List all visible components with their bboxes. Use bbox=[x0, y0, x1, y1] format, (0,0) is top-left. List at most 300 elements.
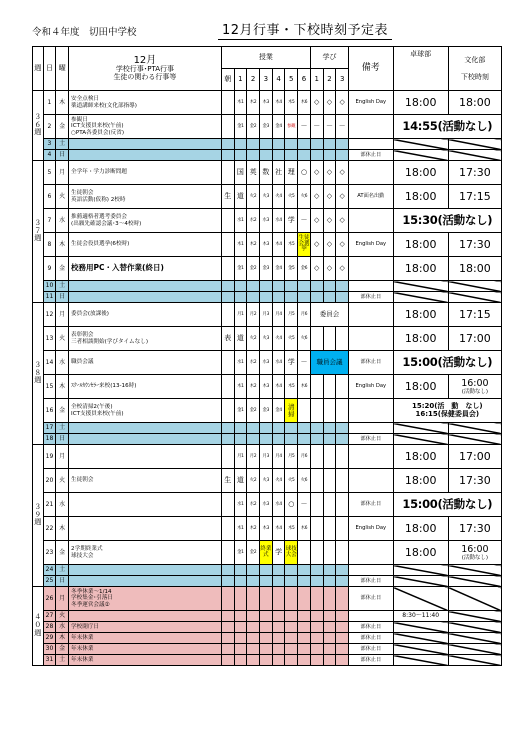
manabi-col-header: 1 bbox=[310, 69, 323, 91]
table-tennis-cell: 18:00 bbox=[393, 91, 448, 115]
empty-cell bbox=[323, 434, 336, 445]
period-cell: 火5 bbox=[285, 185, 298, 209]
period-cell: 水4 bbox=[272, 493, 285, 517]
empty-cell bbox=[310, 150, 323, 161]
event-line: (出願先確認会議･3～4校時) bbox=[71, 220, 142, 227]
table-row bbox=[33, 655, 502, 666]
period-cell: 木1 bbox=[234, 517, 247, 541]
dow-cell: 土 bbox=[56, 139, 69, 150]
empty-cell bbox=[247, 622, 260, 633]
empty-cell bbox=[285, 292, 298, 303]
remarks-cell bbox=[349, 257, 394, 281]
empty-cell bbox=[221, 150, 234, 161]
table-row bbox=[33, 633, 502, 644]
empty-cell bbox=[247, 576, 260, 587]
manabi-cell bbox=[310, 493, 323, 517]
period-cell: 木3 bbox=[259, 233, 272, 257]
table-row bbox=[33, 139, 502, 150]
empty-cell bbox=[272, 622, 285, 633]
table-row bbox=[33, 233, 502, 257]
empty-cell bbox=[298, 150, 311, 161]
remarks-cell bbox=[349, 423, 394, 434]
dow-cell: 金 bbox=[56, 115, 69, 139]
period-cell: 国 bbox=[234, 161, 247, 185]
period-cell: 木2 bbox=[247, 517, 260, 541]
event-cell bbox=[69, 351, 222, 375]
period-cell: 終業式 bbox=[259, 541, 272, 565]
period-cell: 木5 bbox=[285, 91, 298, 115]
empty-cell bbox=[310, 587, 323, 611]
empty-cell bbox=[336, 292, 349, 303]
empty-cell bbox=[221, 576, 234, 587]
remarks-cell: 部休止日 bbox=[349, 150, 394, 161]
manabi-cell: ◇ bbox=[336, 185, 349, 209]
remarks-cell: English Day bbox=[349, 91, 394, 115]
empty-cell bbox=[336, 644, 349, 655]
remarks-cell bbox=[349, 565, 394, 576]
morning-cell bbox=[221, 115, 234, 139]
empty-cell bbox=[234, 565, 247, 576]
day-cell: 21 bbox=[43, 493, 56, 517]
empty-cell bbox=[272, 633, 285, 644]
period-cell: 金4 bbox=[272, 115, 285, 139]
day-cell: 15 bbox=[43, 375, 56, 399]
period-cell: 月4 bbox=[272, 445, 285, 469]
dismissal-combined-cell bbox=[393, 399, 501, 423]
dow-cell: 土 bbox=[56, 423, 69, 434]
empty-cell bbox=[336, 139, 349, 150]
period-cell: 金2 bbox=[247, 115, 260, 139]
manabi-col-header: 3 bbox=[336, 69, 349, 91]
table-row bbox=[33, 150, 502, 161]
period-cell: 月3 bbox=[259, 303, 272, 327]
table-row bbox=[33, 115, 502, 139]
empty-cell bbox=[336, 423, 349, 434]
dow-cell: 水 bbox=[56, 209, 69, 233]
period-cell: 火2 bbox=[247, 185, 260, 209]
day-cell: 26 bbox=[43, 587, 56, 611]
empty-cell bbox=[247, 633, 260, 644]
period-header: 4 bbox=[272, 69, 285, 91]
period-cell: 金3 bbox=[259, 257, 272, 281]
event-cell bbox=[69, 161, 222, 185]
event-cell bbox=[69, 139, 222, 150]
events-label-1: 学校行事･PTA行事 bbox=[115, 65, 175, 74]
table-row bbox=[33, 445, 502, 469]
period-cell: － bbox=[298, 493, 311, 517]
manabi-merged-cell: 職員会議 bbox=[310, 351, 348, 375]
remarks-cell bbox=[349, 611, 394, 622]
manabi-cell: ◇ bbox=[336, 209, 349, 233]
period-cell: 金5 bbox=[285, 257, 298, 281]
period-cell: 火4 bbox=[272, 185, 285, 209]
period-cell: 生徒会選挙 bbox=[298, 233, 311, 257]
remarks-cell: 部休止日 bbox=[349, 292, 394, 303]
day-cell: 23 bbox=[43, 541, 56, 565]
day-cell: 16 bbox=[43, 399, 56, 423]
event-line: 冬季運営会議② bbox=[71, 601, 110, 608]
event-line: 安全点検日 bbox=[71, 96, 100, 103]
period-cell: 金1 bbox=[234, 541, 247, 565]
period-cell: 水4 bbox=[272, 351, 285, 375]
dow-cell: 金 bbox=[56, 257, 69, 281]
empty-cell bbox=[323, 644, 336, 655]
remarks-cell bbox=[349, 445, 394, 469]
dow-cell: 火 bbox=[56, 611, 69, 622]
classes-header: 授業 bbox=[221, 47, 310, 69]
day-cell: 14 bbox=[43, 351, 56, 375]
day-cell: 28 bbox=[43, 622, 56, 633]
period-cell: － bbox=[298, 115, 311, 139]
day-cell: 13 bbox=[43, 327, 56, 351]
event-line: 全学年・学力診断問題 bbox=[71, 169, 127, 176]
table-tennis-cell: 18:00 bbox=[393, 469, 448, 493]
empty-cell bbox=[285, 633, 298, 644]
period-cell: 月1 bbox=[234, 445, 247, 469]
morning-cell bbox=[221, 517, 234, 541]
event-cell bbox=[69, 209, 222, 233]
empty-cell bbox=[221, 611, 234, 622]
remarks-cell: AT面名出勤 bbox=[349, 185, 394, 209]
empty-cell bbox=[310, 281, 323, 292]
manabi-cell: ◇ bbox=[310, 91, 323, 115]
event-cell bbox=[69, 434, 222, 445]
period-cell: 火6 bbox=[298, 469, 311, 493]
empty-cell bbox=[285, 434, 298, 445]
manabi-cell: ◇ bbox=[323, 233, 336, 257]
manabi-cell bbox=[336, 327, 349, 351]
morning-cell bbox=[221, 161, 234, 185]
table-row bbox=[33, 303, 502, 327]
event-cell bbox=[69, 375, 222, 399]
table-row bbox=[33, 434, 502, 445]
manabi-cell bbox=[336, 445, 349, 469]
month-label: 12月 bbox=[133, 55, 157, 67]
dow-cell: 金 bbox=[56, 399, 69, 423]
dismissal-line: 15:20(活 動 なし) bbox=[411, 402, 483, 411]
dow-cell: 火 bbox=[56, 469, 69, 493]
remarks-cell bbox=[349, 541, 394, 565]
manabi-cell: ◇ bbox=[323, 185, 336, 209]
day-cell: 3 bbox=[43, 139, 56, 150]
table-tennis-cell: 18:00 bbox=[393, 327, 448, 351]
table-row bbox=[33, 327, 502, 351]
period-cell: 木4 bbox=[272, 233, 285, 257]
manabi-cell bbox=[310, 375, 323, 399]
dow-cell: 金 bbox=[56, 541, 69, 565]
period-cell: 月1 bbox=[234, 303, 247, 327]
empty-cell bbox=[259, 611, 272, 622]
event-line: 委員会(放課後) bbox=[71, 311, 109, 318]
period-cell: 木1 bbox=[234, 233, 247, 257]
table-row bbox=[33, 517, 502, 541]
empty-cell bbox=[221, 655, 234, 666]
period-cell: 英 bbox=[247, 161, 260, 185]
empty-cell bbox=[336, 565, 349, 576]
empty-cell bbox=[298, 655, 311, 666]
event-cell bbox=[69, 423, 222, 434]
empty-cell bbox=[247, 655, 260, 666]
empty-cell bbox=[323, 565, 336, 576]
culture-cell bbox=[448, 281, 501, 292]
period-cell: 木4 bbox=[272, 375, 285, 399]
empty-cell bbox=[336, 587, 349, 611]
empty-cell bbox=[221, 434, 234, 445]
empty-cell bbox=[298, 139, 311, 150]
event-line: 球技大会 bbox=[71, 552, 94, 559]
culture-cell bbox=[448, 150, 501, 161]
empty-cell bbox=[259, 139, 272, 150]
manabi-cell: ◇ bbox=[336, 161, 349, 185]
remarks-cell bbox=[349, 399, 394, 423]
event-line: 年末休業 bbox=[71, 634, 94, 641]
empty-cell bbox=[272, 611, 285, 622]
period-cell: 月6 bbox=[298, 303, 311, 327]
period-cell: 清掃 bbox=[285, 399, 298, 423]
event-line: 校務用PC・入替作業(終日) bbox=[71, 263, 164, 273]
period-cell: 金3 bbox=[259, 115, 272, 139]
empty-cell bbox=[336, 281, 349, 292]
dow-cell: 火 bbox=[56, 185, 69, 209]
day-cell: 20 bbox=[43, 469, 56, 493]
dow-cell: 月 bbox=[56, 303, 69, 327]
remarks-cell: 部休止日 bbox=[349, 434, 394, 445]
table-tennis-cell bbox=[393, 150, 448, 161]
manabi-cell: － bbox=[323, 115, 336, 139]
day-cell: 19 bbox=[43, 445, 56, 469]
period-cell: 月2 bbox=[247, 303, 260, 327]
period-cell: － bbox=[298, 351, 311, 375]
manabi-cell: ◇ bbox=[310, 233, 323, 257]
period-cell: 木5 bbox=[285, 517, 298, 541]
event-line: 生徒会役員選挙(6校時) bbox=[71, 241, 130, 248]
morning-cell: 生 bbox=[221, 469, 234, 493]
dow-cell: 日 bbox=[56, 292, 69, 303]
day-cell: 4 bbox=[43, 150, 56, 161]
manabi-cell bbox=[323, 445, 336, 469]
event-cell bbox=[69, 633, 222, 644]
manabi-cell bbox=[336, 375, 349, 399]
remarks-cell bbox=[349, 281, 394, 292]
empty-cell bbox=[221, 633, 234, 644]
table-tennis-cell bbox=[393, 565, 448, 576]
dismissal-combined-cell: 15:00(活動なし) bbox=[393, 493, 501, 517]
dow-cell: 水 bbox=[56, 351, 69, 375]
event-cell bbox=[69, 493, 222, 517]
period-cell: 道 bbox=[234, 327, 247, 351]
day-cell: 6 bbox=[43, 185, 56, 209]
manabi-cell: ◇ bbox=[323, 257, 336, 281]
manabi-cell: － bbox=[310, 115, 323, 139]
empty-cell bbox=[323, 587, 336, 611]
table-row bbox=[33, 91, 502, 115]
table-tennis-cell bbox=[393, 644, 448, 655]
empty-cell bbox=[221, 587, 234, 611]
event-cell bbox=[69, 303, 222, 327]
empty-cell bbox=[298, 423, 311, 434]
period-cell: 木6 bbox=[298, 517, 311, 541]
event-cell bbox=[69, 565, 222, 576]
morning-cell bbox=[221, 351, 234, 375]
table-row bbox=[33, 587, 502, 611]
dismissal-line: 16:15(保健委員会) bbox=[415, 409, 480, 418]
manabi-merged-cell: 委員会 bbox=[310, 303, 348, 327]
manabi-cell: ◇ bbox=[323, 161, 336, 185]
empty-cell bbox=[247, 644, 260, 655]
day-header: 日 bbox=[43, 47, 56, 91]
manabi-cell: ◇ bbox=[310, 209, 323, 233]
empty-cell bbox=[298, 434, 311, 445]
empty-cell bbox=[336, 611, 349, 622]
remarks-cell bbox=[349, 327, 394, 351]
table-tennis-cell: 18:00 bbox=[393, 541, 448, 565]
empty-cell bbox=[298, 576, 311, 587]
table-tennis-cell: 18:00 bbox=[393, 445, 448, 469]
empty-cell bbox=[323, 633, 336, 644]
period-cell: 学 bbox=[285, 351, 298, 375]
event-line: 薬道講師来校(文化部指導) bbox=[71, 102, 137, 109]
period-cell: 水1 bbox=[234, 209, 247, 233]
dow-cell: 月 bbox=[56, 587, 69, 611]
table-row bbox=[33, 209, 502, 233]
dow-cell: 月 bbox=[56, 161, 69, 185]
period-cell: 球技大会 bbox=[285, 541, 298, 565]
empty-cell bbox=[234, 655, 247, 666]
culture-header bbox=[448, 47, 501, 91]
empty-cell bbox=[285, 565, 298, 576]
dismissal-combined-cell: 15:00(活動なし) bbox=[393, 351, 501, 375]
manabi-cell: ◇ bbox=[336, 91, 349, 115]
day-cell: 24 bbox=[43, 565, 56, 576]
manabi-cell bbox=[323, 541, 336, 565]
empty-cell bbox=[285, 587, 298, 611]
morning-cell: 表 bbox=[221, 327, 234, 351]
empty-cell bbox=[336, 150, 349, 161]
remarks-cell: 部休止日 bbox=[349, 633, 394, 644]
manabi-cell bbox=[310, 327, 323, 351]
dow-cell: 火 bbox=[56, 327, 69, 351]
empty-cell bbox=[259, 587, 272, 611]
empty-cell bbox=[310, 292, 323, 303]
culture-cell bbox=[448, 644, 501, 655]
table-tennis-cell bbox=[393, 292, 448, 303]
culture-cell: 18:00 bbox=[448, 91, 501, 115]
manabi-cell: ◇ bbox=[323, 209, 336, 233]
culture-cell: 17:00 bbox=[448, 445, 501, 469]
event-cell bbox=[69, 587, 222, 611]
culture-cell: 17:30 bbox=[448, 161, 501, 185]
event-cell bbox=[69, 150, 222, 161]
period-cell: 火2 bbox=[247, 327, 260, 351]
period-cell: 水2 bbox=[247, 209, 260, 233]
manabi-cell bbox=[336, 541, 349, 565]
dow-header: 曜 bbox=[56, 47, 69, 91]
table-tennis-cell: 18:00 bbox=[393, 303, 448, 327]
morning-cell bbox=[221, 375, 234, 399]
empty-cell bbox=[234, 423, 247, 434]
event-line: 全校清掃2(午後) bbox=[71, 404, 113, 411]
culture-time: 16:00 bbox=[461, 543, 489, 555]
empty-cell bbox=[310, 434, 323, 445]
period-cell: ○ bbox=[298, 161, 311, 185]
period-cell: 火3 bbox=[259, 185, 272, 209]
table-tennis-cell bbox=[393, 139, 448, 150]
table-row bbox=[33, 469, 502, 493]
table-row bbox=[33, 565, 502, 576]
culture-cell: 17:15 bbox=[448, 185, 501, 209]
period-cell: 学 bbox=[285, 209, 298, 233]
period-cell: 水3 bbox=[259, 351, 272, 375]
empty-cell bbox=[310, 139, 323, 150]
manabi-cell: ◇ bbox=[310, 257, 323, 281]
empty-cell bbox=[323, 576, 336, 587]
morning-cell: 生 bbox=[221, 185, 234, 209]
empty-cell bbox=[234, 292, 247, 303]
period-header: 5 bbox=[285, 69, 298, 91]
empty-cell bbox=[272, 587, 285, 611]
empty-cell bbox=[310, 576, 323, 587]
period-cell: ○ bbox=[285, 493, 298, 517]
empty-cell bbox=[310, 622, 323, 633]
period-cell: 木3 bbox=[259, 91, 272, 115]
period-cell: 水3 bbox=[259, 493, 272, 517]
dow-cell: 木 bbox=[56, 233, 69, 257]
empty-cell bbox=[298, 587, 311, 611]
day-cell: 18 bbox=[43, 434, 56, 445]
manabi-col-header: 2 bbox=[323, 69, 336, 91]
day-cell: 22 bbox=[43, 517, 56, 541]
period-cell: 木4 bbox=[272, 91, 285, 115]
culture-cell bbox=[448, 541, 501, 565]
empty-cell bbox=[336, 576, 349, 587]
morning-cell bbox=[221, 233, 234, 257]
table-row bbox=[33, 541, 502, 565]
empty-cell bbox=[336, 434, 349, 445]
empty-cell bbox=[259, 655, 272, 666]
event-line: 学校集金･引落日 bbox=[71, 595, 114, 602]
empty-cell bbox=[336, 622, 349, 633]
event-line: 2学期終業式 bbox=[71, 546, 103, 553]
dow-cell: 土 bbox=[56, 281, 69, 292]
empty-cell bbox=[221, 292, 234, 303]
event-line: 年末休業 bbox=[71, 645, 94, 652]
period-cell bbox=[298, 399, 311, 423]
dow-cell: 木 bbox=[56, 375, 69, 399]
event-cell bbox=[69, 292, 222, 303]
period-cell: 月3 bbox=[259, 445, 272, 469]
morning-header: 朝 bbox=[221, 69, 234, 91]
period-cell: 金6 bbox=[298, 257, 311, 281]
empty-cell bbox=[272, 292, 285, 303]
period-cell: 木6 bbox=[298, 375, 311, 399]
manabi-cell bbox=[310, 517, 323, 541]
empty-cell bbox=[285, 281, 298, 292]
table-row bbox=[33, 399, 502, 423]
remarks-cell: English Day bbox=[349, 233, 394, 257]
morning-cell bbox=[221, 445, 234, 469]
period-cell: 金3 bbox=[259, 399, 272, 423]
empty-cell bbox=[298, 633, 311, 644]
remarks-cell bbox=[349, 469, 394, 493]
manabi-cell bbox=[323, 517, 336, 541]
manabi-cell bbox=[323, 399, 336, 423]
empty-cell bbox=[247, 423, 260, 434]
event-cell bbox=[69, 91, 222, 115]
empty-cell bbox=[234, 434, 247, 445]
empty-cell bbox=[234, 150, 247, 161]
empty-cell bbox=[259, 633, 272, 644]
day-cell: 17 bbox=[43, 423, 56, 434]
